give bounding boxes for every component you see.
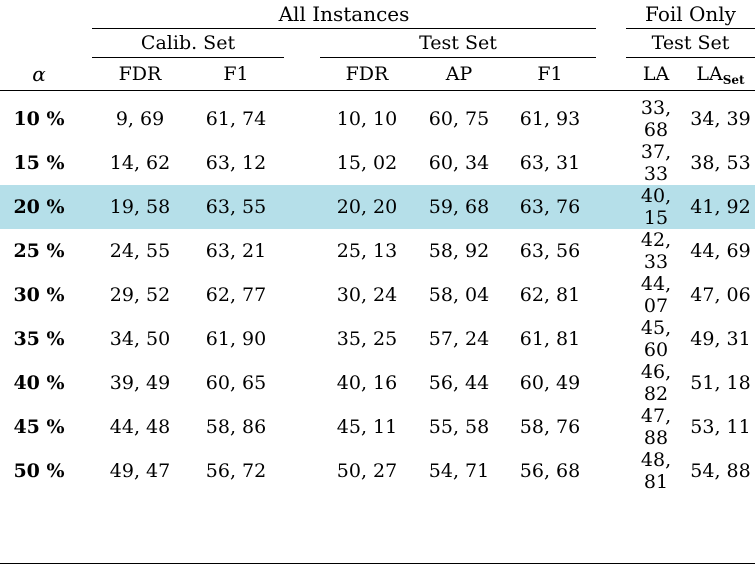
empty-cell bbox=[596, 273, 626, 317]
empty-cell bbox=[596, 141, 626, 185]
empty-cell bbox=[78, 361, 92, 405]
empty-cell bbox=[78, 29, 92, 58]
cell-foil-la: 42, 33 bbox=[640, 229, 672, 273]
column-header-row bbox=[0, 58, 755, 91]
cell-calib-f1: 63, 55 bbox=[205, 196, 267, 218]
cell-alpha: 20 % bbox=[13, 196, 65, 218]
cell-foil-la: 33, 68 bbox=[640, 97, 672, 141]
cell-foil-la-set: 54, 88 bbox=[690, 460, 751, 482]
column-header-calib-fdr: FDR bbox=[118, 63, 162, 85]
cell-test-f1: 61, 81 bbox=[519, 328, 581, 350]
table-row[interactable] bbox=[0, 405, 755, 449]
empty-cell bbox=[284, 361, 320, 405]
cell-foil-la-set: 49, 31 bbox=[690, 328, 751, 350]
cell-calib-f1: 58, 86 bbox=[205, 416, 267, 438]
cell-test-fdr: 50, 27 bbox=[336, 460, 398, 482]
group-header-row bbox=[0, 0, 755, 29]
table-row[interactable] bbox=[0, 97, 755, 141]
column-header-alpha: α bbox=[32, 61, 46, 86]
empty-cell bbox=[596, 405, 626, 449]
empty-cell bbox=[596, 97, 626, 141]
cell-alpha: 45 % bbox=[13, 416, 65, 438]
empty-cell bbox=[284, 97, 320, 141]
cell-calib-f1: 62, 77 bbox=[205, 284, 267, 306]
cell-calib-fdr: 24, 55 bbox=[109, 240, 171, 262]
bottom-rule bbox=[0, 528, 755, 563]
table-row[interactable] bbox=[0, 449, 755, 493]
cell-foil-la: 37, 33 bbox=[640, 141, 672, 185]
cell-calib-f1: 56, 72 bbox=[205, 460, 267, 482]
cell-test-f1: 58, 76 bbox=[519, 416, 581, 438]
column-header-foil-la-set bbox=[686, 58, 755, 91]
cell-calib-fdr: 19, 58 bbox=[109, 196, 171, 218]
empty-cell bbox=[78, 317, 92, 361]
empty-cell bbox=[596, 185, 626, 229]
la-set-main: LA bbox=[696, 63, 723, 85]
empty-cell bbox=[78, 97, 92, 141]
cell-foil-la: 46, 82 bbox=[640, 361, 672, 405]
cell-calib-f1: 61, 74 bbox=[205, 108, 267, 130]
empty-cell bbox=[284, 58, 320, 91]
cell-foil-la-set: 53, 11 bbox=[690, 416, 751, 438]
subgroup-test-set-all: Test Set bbox=[320, 29, 596, 58]
cell-test-ap: 55, 58 bbox=[428, 416, 490, 438]
empty-cell bbox=[78, 185, 92, 229]
cell-test-fdr: 10, 10 bbox=[336, 108, 398, 130]
empty-cell bbox=[78, 141, 92, 185]
cell-alpha: 10 % bbox=[13, 108, 65, 130]
cell-calib-f1: 63, 12 bbox=[205, 152, 267, 174]
cell-test-ap: 56, 44 bbox=[428, 372, 490, 394]
cell-calib-fdr: 14, 62 bbox=[109, 152, 171, 174]
empty-cell bbox=[284, 141, 320, 185]
cell-test-fdr: 15, 02 bbox=[336, 152, 398, 174]
empty-cell bbox=[596, 0, 626, 29]
cell-calib-f1: 60, 65 bbox=[205, 372, 267, 394]
empty-cell bbox=[284, 185, 320, 229]
empty-cell bbox=[0, 0, 78, 29]
cell-calib-fdr: 49, 47 bbox=[109, 460, 171, 482]
cell-foil-la-set: 38, 53 bbox=[690, 152, 751, 174]
cell-alpha: 40 % bbox=[13, 372, 65, 394]
cell-alpha: 50 % bbox=[13, 460, 65, 482]
cell-alpha: 25 % bbox=[13, 240, 65, 262]
cell-test-ap: 60, 75 bbox=[428, 108, 490, 130]
column-header-test-fdr: FDR bbox=[345, 63, 389, 85]
cell-foil-la: 47, 88 bbox=[640, 405, 672, 449]
cell-alpha: 30 % bbox=[13, 284, 65, 306]
empty-cell bbox=[596, 229, 626, 273]
cell-test-ap: 57, 24 bbox=[428, 328, 490, 350]
empty-cell bbox=[78, 449, 92, 493]
cell-test-f1: 60, 49 bbox=[519, 372, 581, 394]
empty-cell bbox=[284, 317, 320, 361]
bottom-spacer bbox=[0, 493, 755, 528]
column-header-foil-la: LA bbox=[642, 63, 670, 85]
cell-test-ap: 59, 68 bbox=[428, 196, 490, 218]
cell-calib-fdr: 44, 48 bbox=[109, 416, 171, 438]
table-head bbox=[0, 0, 755, 97]
empty-cell bbox=[284, 29, 320, 58]
table-row[interactable] bbox=[0, 317, 755, 361]
cell-calib-f1: 63, 21 bbox=[205, 240, 267, 262]
empty-cell bbox=[78, 405, 92, 449]
cell-test-f1: 62, 81 bbox=[519, 284, 581, 306]
group-foil-only: Foil Only bbox=[626, 0, 755, 29]
cell-alpha: 15 % bbox=[13, 152, 65, 174]
empty-cell bbox=[78, 58, 92, 91]
column-header-test-ap: AP bbox=[445, 63, 473, 85]
cell-foil-la-set: 41, 92 bbox=[690, 196, 751, 218]
empty-cell bbox=[284, 229, 320, 273]
empty-cell bbox=[596, 58, 626, 91]
cell-test-f1: 63, 76 bbox=[519, 196, 581, 218]
empty-cell bbox=[78, 0, 92, 29]
table-body bbox=[0, 97, 755, 563]
cell-foil-la-set: 51, 18 bbox=[690, 372, 751, 394]
cell-test-fdr: 40, 16 bbox=[336, 372, 398, 394]
empty-cell bbox=[596, 317, 626, 361]
cell-test-f1: 61, 93 bbox=[519, 108, 581, 130]
empty-cell bbox=[78, 273, 92, 317]
empty-cell bbox=[284, 405, 320, 449]
subgroup-calib-set: Calib. Set bbox=[92, 29, 284, 58]
subgroup-test-set-foil: Test Set bbox=[626, 29, 755, 58]
cell-test-fdr: 20, 20 bbox=[336, 196, 398, 218]
la-set-subscript: Set bbox=[722, 73, 745, 87]
cell-test-fdr: 45, 11 bbox=[336, 416, 398, 438]
cell-test-ap: 58, 04 bbox=[428, 284, 490, 306]
cell-test-ap: 54, 71 bbox=[428, 460, 490, 482]
cell-foil-la: 44, 07 bbox=[640, 273, 672, 317]
cell-foil-la: 40, 15 bbox=[640, 185, 672, 229]
cell-alpha: 35 % bbox=[13, 328, 65, 350]
group-all-instances: All Instances bbox=[92, 0, 596, 29]
cell-calib-f1: 61, 90 bbox=[205, 328, 267, 350]
table-row-highlighted[interactable] bbox=[0, 185, 755, 229]
subgroup-header-row bbox=[0, 29, 755, 58]
cell-test-fdr: 35, 25 bbox=[336, 328, 398, 350]
empty-cell bbox=[596, 361, 626, 405]
cell-foil-la: 45, 60 bbox=[640, 317, 672, 361]
empty-cell bbox=[284, 273, 320, 317]
table-row[interactable] bbox=[0, 229, 755, 273]
cell-test-f1: 63, 56 bbox=[519, 240, 581, 262]
table-row[interactable] bbox=[0, 141, 755, 185]
empty-cell bbox=[0, 29, 78, 58]
cell-foil-la-set: 47, 06 bbox=[690, 284, 751, 306]
table-row[interactable] bbox=[0, 273, 755, 317]
empty-cell bbox=[284, 449, 320, 493]
cell-test-f1: 56, 68 bbox=[519, 460, 581, 482]
cell-foil-la: 48, 81 bbox=[640, 449, 672, 493]
table-row[interactable] bbox=[0, 361, 755, 405]
cell-calib-fdr: 29, 52 bbox=[109, 284, 171, 306]
cell-test-ap: 58, 92 bbox=[428, 240, 490, 262]
column-header-test-f1: F1 bbox=[537, 63, 563, 85]
column-header-calib-f1: F1 bbox=[223, 63, 249, 85]
cell-calib-fdr: 34, 50 bbox=[109, 328, 171, 350]
cell-calib-fdr: 39, 49 bbox=[109, 372, 171, 394]
cell-foil-la-set: 34, 39 bbox=[690, 108, 751, 130]
cell-foil-la-set: 44, 69 bbox=[690, 240, 751, 262]
cell-calib-fdr: 9, 69 bbox=[115, 108, 165, 130]
cell-test-fdr: 30, 24 bbox=[336, 284, 398, 306]
cell-test-ap: 60, 34 bbox=[428, 152, 490, 174]
cell-test-fdr: 25, 13 bbox=[336, 240, 398, 262]
empty-cell bbox=[78, 229, 92, 273]
cell-test-f1: 63, 31 bbox=[519, 152, 581, 174]
empty-cell bbox=[596, 29, 626, 58]
empty-cell bbox=[596, 449, 626, 493]
